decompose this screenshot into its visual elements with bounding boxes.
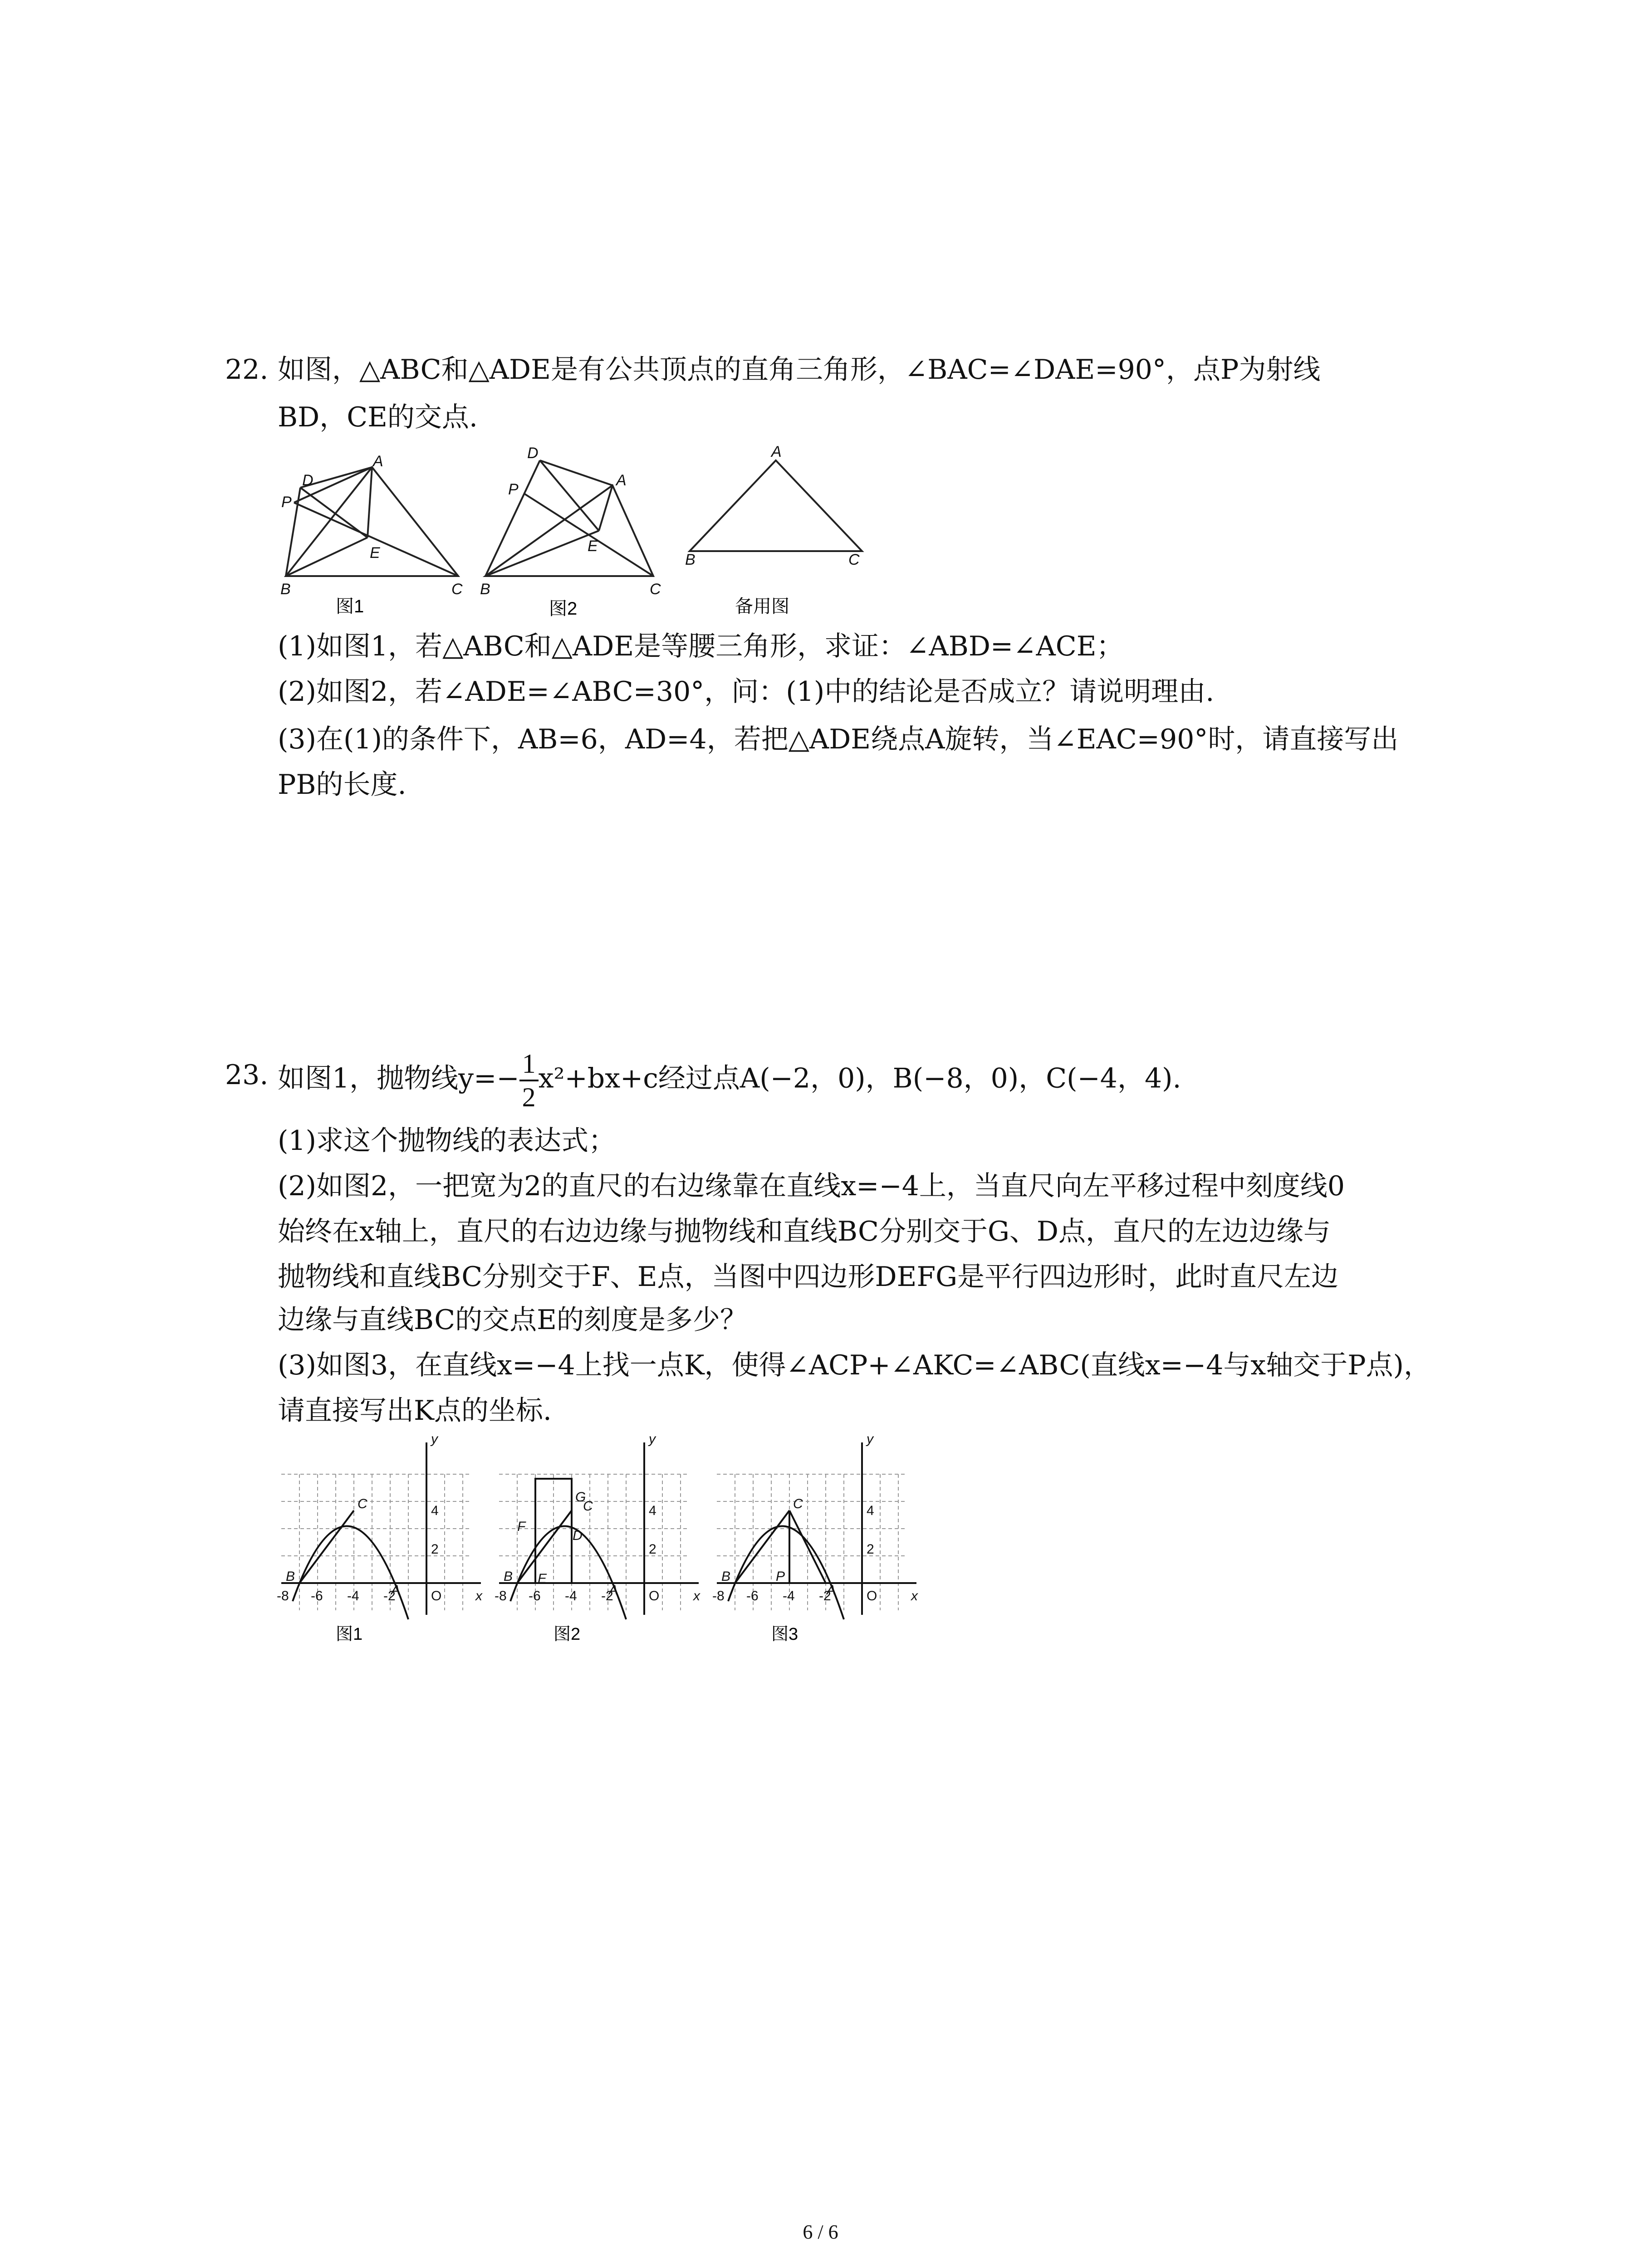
svg-text:E: E <box>370 544 380 562</box>
q23-part2-line3: 抛物线和直线BC分别交于F、E点，当图中四边形DEFG是平行四边形时，此时直尺左边 <box>278 1261 1339 1293</box>
q23-part3-line1: (3)如图3，在直线x=−4上找一点K，使得∠ACP+∠AKC=∠ABC(直线x=−4与x轴交于P点)， <box>278 1349 1431 1381</box>
svg-text:P: P <box>776 1569 785 1584</box>
svg-text:B: B <box>721 1569 731 1584</box>
q23-fig1-x-axis: x <box>475 1589 482 1603</box>
q23-fig1-caption: 图1 <box>336 1625 363 1644</box>
q23-frac-den: 2 <box>522 1082 536 1112</box>
q23-fig3-tick-y: 4 <box>867 1503 874 1518</box>
q23-part2-line4: 边缘与直线BC的交点E的刻度是多少？ <box>278 1304 747 1336</box>
svg-text:G: G <box>575 1490 586 1505</box>
q23-fig3-tick-y: 2 <box>867 1542 874 1557</box>
q23-fig2-tick-x: -2 <box>601 1589 613 1603</box>
svg-text:E: E <box>538 1571 547 1586</box>
q23-part1: (1)求这个抛物线的表达式； <box>278 1125 616 1157</box>
q22-spare-caption: 备用图 <box>735 596 789 616</box>
q22-spare-figure <box>681 442 880 617</box>
q23-fig1-tick-y: 4 <box>431 1503 439 1518</box>
q23-figure-2 <box>490 1433 708 1647</box>
svg-text:B: B <box>280 581 291 598</box>
svg-text:D: D <box>573 1528 583 1543</box>
svg-text:C: C <box>451 581 463 598</box>
svg-text:A: A <box>616 472 627 489</box>
svg-text:P: P <box>281 494 292 511</box>
q23-part3-line2: 请直接写出K点的坐标. <box>278 1395 552 1427</box>
q23-fig2-tick-y: 2 <box>649 1542 656 1557</box>
q23-fig1-tick-x: -4 <box>347 1589 359 1603</box>
svg-text:A: A <box>391 1583 401 1598</box>
svg-text:D: D <box>527 445 539 462</box>
q23-figure-3 <box>708 1433 926 1647</box>
page-number: 6 / 6 <box>803 2221 838 2243</box>
svg-text:C: C <box>650 581 661 598</box>
q23-fig1-y-axis: y <box>431 1433 438 1447</box>
q23-stem-pre: 如图1，抛物线y=− <box>278 1062 519 1095</box>
q22-fig2-caption: 图2 <box>549 599 578 617</box>
q23-fig1-tick-x: -6 <box>311 1589 323 1603</box>
q23-fig2-tick-x: -8 <box>495 1589 507 1603</box>
q22-part3-line1: (3)在(1)的条件下，AB=6，AD=4，若把△ADE绕点A旋转，当∠EAC=90°时，请直接写出 <box>278 723 1399 755</box>
q23-stem-post: x²+bx+c经过点A(−2，0)，B(−8，0)，C(−4，4). <box>538 1062 1181 1095</box>
q23-stem <box>278 1048 1181 1113</box>
svg-text:B: B <box>685 551 696 568</box>
q23-number: 23. <box>225 1059 269 1091</box>
svg-text:D: D <box>302 472 314 489</box>
svg-text:B: B <box>480 581 490 598</box>
q22-part3-line2: PB的长度. <box>278 769 407 801</box>
q22-number: 22. <box>225 354 269 386</box>
q23-fig3-caption: 图3 <box>771 1625 798 1644</box>
svg-text:F: F <box>517 1519 526 1534</box>
q23-fig2-x-axis: x <box>693 1589 700 1603</box>
svg-text:A: A <box>771 443 782 460</box>
q22-figure-2 <box>472 440 671 617</box>
q23-fig3-x-axis: x <box>911 1589 918 1603</box>
q22-part1: (1)如图1，若△ABC和△ADE是等腰三角形，求证：∠ABD=∠ACE； <box>278 631 1124 662</box>
q23-fraction <box>519 1048 539 1113</box>
q23-figure-1 <box>272 1433 490 1647</box>
svg-text:A: A <box>609 1583 618 1598</box>
q22-figure-1 <box>272 449 472 617</box>
q22-part2: (2)如图2，若∠ADE=∠ABC=30°，问：(1)中的结论是否成立？请说明理由. <box>278 676 1215 708</box>
q22-stem-line2: BD，CE的交点. <box>278 401 478 433</box>
svg-text:P: P <box>508 481 519 498</box>
q23-part2-line2: 始终在x轴上，直尺的右边边缘与抛物线和直线BC分别交于G、D点，直尺的左边边缘与 <box>278 1216 1331 1247</box>
q23-fig2-tick-x: -4 <box>565 1589 577 1603</box>
svg-text:B: B <box>504 1569 513 1584</box>
q23-fig2-tick-y: 4 <box>649 1503 656 1518</box>
svg-text:C: C <box>793 1496 803 1511</box>
q23-fig3-tick-x: -8 <box>712 1589 725 1603</box>
svg-text:C: C <box>583 1499 593 1514</box>
q23-part2-line1: (2)如图2，一把宽为2的直尺的右边缘靠在直线x=−4上，当直尺向左平移过程中刻度线0 <box>278 1170 1345 1202</box>
q23-fig2-caption: 图2 <box>554 1625 581 1644</box>
q23-fig1-tick-y: 2 <box>431 1542 439 1557</box>
q23-fig1-tick-x: -2 <box>383 1589 396 1603</box>
svg-text:C: C <box>848 551 860 568</box>
q22-stem-line1: 如图，△ABC和△ADE是有公共顶点的直角三角形，∠BAC=∠DAE=90°，点P为射线 <box>278 354 1321 386</box>
q23-fig3-tick-x: -4 <box>783 1589 795 1603</box>
q23-fig2-tick-x: -6 <box>529 1589 541 1603</box>
q23-fig3-y-axis: y <box>867 1433 873 1447</box>
svg-text:B: B <box>286 1569 295 1584</box>
svg-text:A: A <box>827 1583 836 1598</box>
q23-fig1-tick-x: -8 <box>277 1589 289 1603</box>
svg-text:E: E <box>588 538 598 555</box>
q23-fig2-tick-x: O <box>649 1589 660 1603</box>
q23-fig3-tick-x: -2 <box>819 1589 831 1603</box>
q23-fig1-tick-x: O <box>431 1589 442 1603</box>
svg-text:C: C <box>358 1496 367 1511</box>
q23-fig3-tick-x: O <box>867 1589 877 1603</box>
q23-fig3-tick-x: -6 <box>746 1589 759 1603</box>
q23-frac-num: 1 <box>519 1048 539 1081</box>
q22-fig1-caption: 图1 <box>336 596 364 616</box>
q23-fig2-y-axis: y <box>649 1433 656 1447</box>
svg-text:A: A <box>373 453 383 470</box>
